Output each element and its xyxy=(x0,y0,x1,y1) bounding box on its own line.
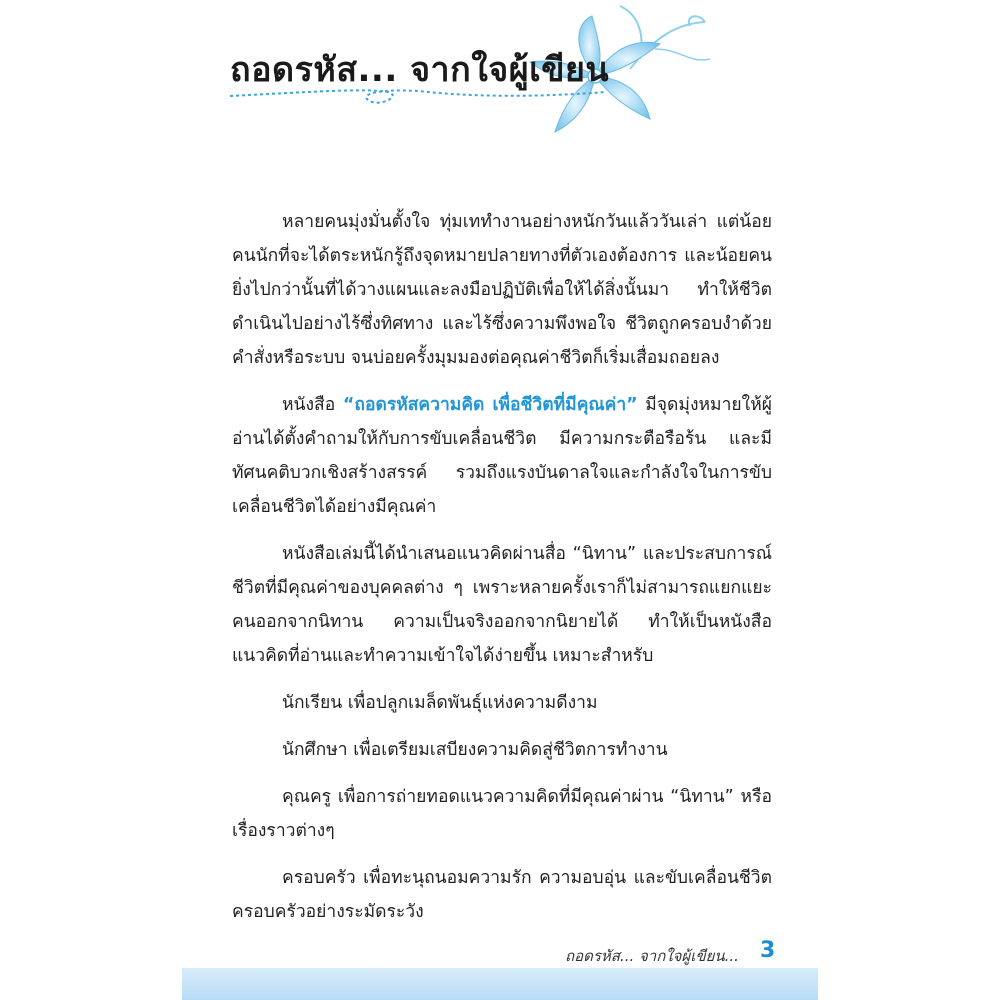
page-number: 3 xyxy=(760,938,776,963)
book-title-highlight: “ถอดรหัสความคิด เพื่อชีวิตที่มีคุณค่า” xyxy=(342,395,638,415)
paragraph: คุณครู เพื่อการถ่ายทอดแนวความคิดที่มีคุณค่าผ่าน “นิทาน” หรือเรื่องราวต่างๆ xyxy=(232,787,772,841)
paragraph-lead: หนังสือ xyxy=(282,395,343,415)
running-footer-title: ถอดรหัส... จากใจผู้เขียน... xyxy=(565,947,739,965)
dotted-underline-decoration xyxy=(228,78,608,114)
paragraph-rest: มีจุดมุ่งหมายให้ผู้อ่านได้ตั้งคำถามให้กับการขับเคลื่อนชีวิต มีความกระตือรือร้น และมีทัศนคติบวกเชิงสร้างสรรค์ รวมถึงแรงบันดาลใจและกำลังใจในการขับเคลื่อนชีวิตได้อย่างมีคุณค่า xyxy=(232,395,772,517)
page-title: ถอดรหัส... จากใจผู้เขียน xyxy=(230,50,610,90)
paragraph: นักเรียน เพื่อปลูกเมล็ดพันธุ์แห่งความดีงาม xyxy=(282,693,598,713)
paragraph xyxy=(232,388,772,524)
paragraph: นักศึกษา เพื่อเตรียมเสบียงความคิดสู่ชีวิตการทำงาน xyxy=(282,740,668,760)
footer-band xyxy=(182,968,818,1000)
body-text xyxy=(232,205,772,942)
paragraph: ครอบครัว เพื่อทะนุถนอมความรัก ความอบอุ่น และขับเคลื่อนชีวิตครอบครัวอย่างระมัดระวัง xyxy=(232,868,772,922)
paragraph: หลายคนมุ่งมั่นตั้งใจ ทุ่มเททำงานอย่างหนักวันแล้ววันเล่า แต่น้อยคนนักที่จะได้ตระหนักรู้ถึงจุดหมายปลายทางที่ตัวเองต้องการ และน้อยคนยิ่งไปกว่านั้นที่ได้วางแผนและลงมือปฏิบัติเพื่อให้ได้สิ่งนั้นมา ทำให้ชีวิตดำเนินไปอย่างไร้ซึ่งทิศทาง และไร้ซึ่งความพึงพอใจ ชีวิตถูกครอบงำด้วยคำสั่งหรือระบบ จนบ่อยครั้งมุมมองต่อคุณค่าชีวิตก็เริ่มเสื่อมถอยลง xyxy=(232,212,772,368)
paragraph: หนังสือเล่มนี้ได้นำเสนอแนวคิดผ่านสื่อ “นิทาน” และประสบการณ์ชีวิตที่มีคุณค่าของบุคคลต่าง ๆ เพราะหลายครั้งเราก็ไม่สามารถแยกแยะคนออกจากนิทาน ความเป็นจริงออกจากนิยายได้ ทำให้เป็นหนังสือแนวคิดที่อ่านและทำความเข้าใจได้ง่ายขึ้น เหมาะสำหรับ xyxy=(232,544,772,666)
